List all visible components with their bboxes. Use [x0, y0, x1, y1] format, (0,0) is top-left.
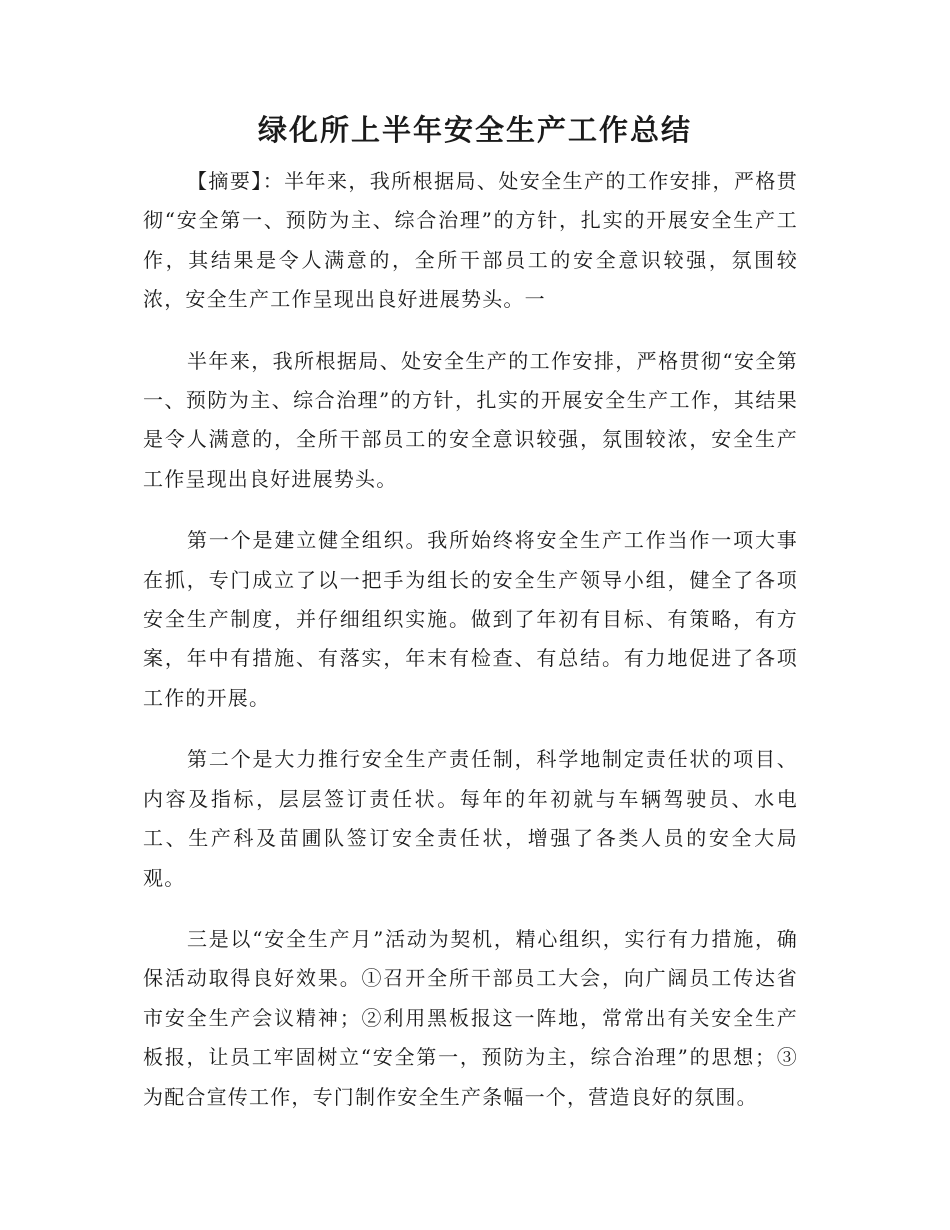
document-body	[143, 162, 798, 1139]
body-paragraph-3: 第二个是大力推行安全生产责任制，科学地制定责任状的项目、内容及指标，层层签订责任状。每年的年初就与车辆驾驶员、水电工、生产科及苗圃队签订安全责任状，增强了各类人员的安全大局观。	[143, 747, 798, 890]
body-paragraph-4: 三是以“安全生产月”活动为契机，精心组织，实行有力措施，确保活动取得良好效果。①召开全所干部员工大会，向广阔员工传达省市安全生产会议精神；②利用黑板报这一阵地，常常出有关安全生产板报，让员工牢固树立“安全第一，预防为主，综合治理”的思想；③为配合宣传工作，专门制作安全生产条幅一个，营造良好的氛围。	[143, 926, 798, 1109]
abstract-label: 【摘要】	[187, 169, 263, 193]
abstract-paragraph	[143, 162, 798, 320]
abstract-text: ：半年来，我所根据局、处安全生产的工作安排，严格贯彻“安全第一、预防为主、综合治理”的方针，扎实的开展安全生产工作，其结果是令人满意的，全所干部员工的安全意识较强，氛围较浓，安全生产工作呈现出良好进展势头。一	[143, 169, 798, 312]
body-paragraph-2: 第一个是建立健全组织。我所始终将安全生产工作当作一项大事在抓，专门成立了以一把手为组长的安全生产领导小组，健全了各项安全生产制度，并仔细组织实施。做到了年初有目标、有策略，有方案，年中有措施、有落实，年末有检查、有总结。有力地促进了各项工作的开展。	[143, 528, 798, 710]
document-title: 绿化所上半年安全生产工作总结	[257, 113, 692, 147]
body-paragraph-1: 半年来，我所根据局、处安全生产的工作安排，严格贯彻“安全第一、预防为主、综合治理”的方针，扎实的开展安全生产工作，其结果是令人满意的，全所干部员工的安全意识较强，氛围较浓，安全生产工作呈现出良好进展势头。	[143, 348, 798, 491]
